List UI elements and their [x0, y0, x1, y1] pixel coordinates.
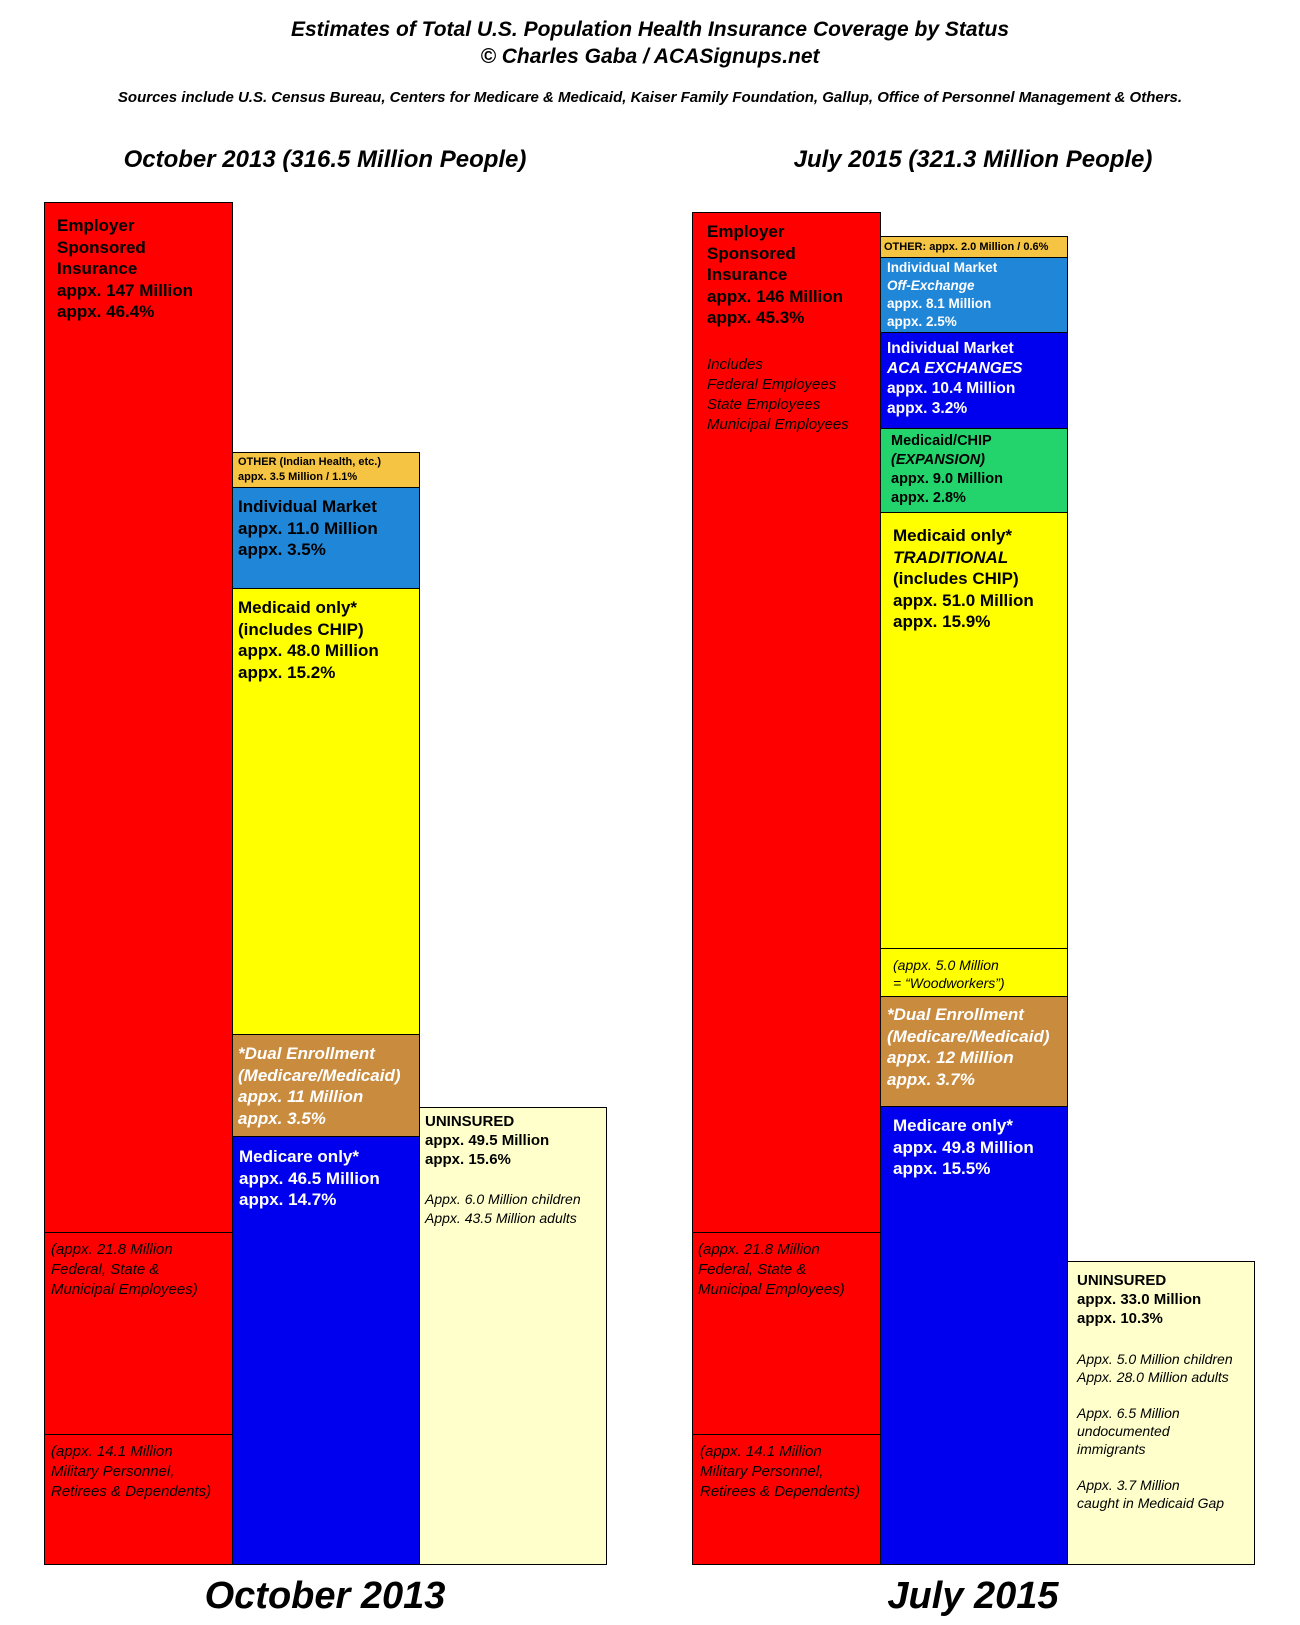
- jul2015-uninsured-detail-line: caught in Medicaid Gap: [1077, 1495, 1225, 1511]
- oct2013-employer-gov-label-line: Municipal Employees): [51, 1280, 198, 1298]
- jul2015-offexchange-label-line: appx. 2.5%: [887, 314, 957, 329]
- jul2015-medicare-label: [893, 1115, 1034, 1180]
- jul2015-employer-divider-gov: [692, 1232, 881, 1233]
- jul2015-expansion-label: [891, 432, 1003, 508]
- jul2015-expansion-label-line: Medicaid/CHIP: [891, 433, 992, 449]
- jul2015-medicaid-label-line: appx. 51.0 Million: [893, 590, 1034, 610]
- jul2015-aca-label-line: ACA EXCHANGES: [887, 360, 1023, 377]
- jul2015-offexchange-label-line: Individual Market: [887, 260, 998, 275]
- oct2013-footer: October 2013: [204, 1575, 446, 1617]
- oct2013-medicare-label: [239, 1146, 380, 1211]
- oct2013-uninsured-label-line: UNINSURED: [425, 1113, 515, 1130]
- oct2013-medicare-label-line: appx. 14.7%: [239, 1190, 337, 1210]
- oct2013-individual-label-line: appx. 11.0 Million: [238, 518, 378, 538]
- oct2013-uninsured-label: [425, 1112, 549, 1169]
- oct2013-medicare-label-line: appx. 46.5 Million: [239, 1168, 380, 1188]
- jul2015-employer-note-line: State Employees: [707, 395, 821, 413]
- oct2013-individual-label-line: appx. 3.5%: [238, 540, 326, 560]
- jul2015-medicaid-label-line: Medicaid only*: [893, 526, 1013, 545]
- jul2015-employer-gov-label-line: Municipal Employees): [698, 1280, 845, 1298]
- oct2013-uninsured-detail-line: Appx. 6.0 Million children: [425, 1191, 581, 1207]
- jul2015-woodworkers-divider: [880, 948, 1068, 949]
- oct2013-header: October 2013 (316.5 Million People): [123, 146, 527, 173]
- jul2015-uninsured-label-line: appx. 33.0 Million: [1077, 1291, 1202, 1309]
- jul2015-dual-label-line: appx. 12 Million: [887, 1048, 1014, 1068]
- jul2015-aca-label: [887, 339, 1023, 419]
- oct2013-employer-mil-label-line: (appx. 14.1 Million: [51, 1443, 173, 1460]
- jul2015-other-label-line: OTHER: appx. 2.0 Million / 0.6%: [884, 241, 1049, 253]
- oct2013-dual-label: [238, 1043, 401, 1129]
- oct2013-employer-mil-label: [51, 1442, 211, 1502]
- jul2015-dual-label-line: (Medicare/Medicaid): [887, 1026, 1050, 1046]
- oct2013-dual-label-line: appx. 3.5%: [238, 1108, 326, 1128]
- jul2015-footer: July 2015: [887, 1575, 1059, 1617]
- oct2013-other-label-line: OTHER (Indian Health, etc.): [238, 456, 382, 468]
- jul2015-employer-label: [707, 221, 843, 329]
- jul2015-uninsured-detail-line: Appx. 3.7 Million: [1077, 1477, 1180, 1493]
- oct2013-employer-mil-label-line: Retirees & Dependents): [51, 1482, 212, 1500]
- oct2013-uninsured-label-line: appx. 49.5 Million: [425, 1132, 550, 1150]
- oct2013-medicaid-label-line: appx. 15.2%: [238, 662, 336, 682]
- oct2013-employer-gov-label-line: Federal, State &: [51, 1260, 160, 1278]
- jul2015-employer-mil-label-line: Retirees & Dependents): [700, 1482, 861, 1500]
- jul2015-expansion-label-line: (EXPANSION): [891, 452, 985, 468]
- oct2013-medicaid-label-line: Medicaid only*: [238, 598, 358, 617]
- oct2013-uninsured-label-line: appx. 15.6%: [425, 1151, 511, 1169]
- oct2013-employer-gov-label-line: (appx. 21.8 Million: [51, 1241, 173, 1258]
- jul2015-employer-divider-mil: [692, 1434, 881, 1435]
- oct2013-employer-divider-gov: [44, 1232, 233, 1233]
- jul2015-dual-label-line: *Dual Enrollment: [887, 1005, 1024, 1024]
- jul2015-employer-mil-label-line: Military Personnel,: [700, 1462, 824, 1480]
- jul2015-employer-note-line: Federal Employees: [707, 375, 837, 393]
- jul2015-medicaid-label-line: (includes CHIP): [893, 569, 1019, 589]
- jul2015-medicaid-label-line: appx. 15.9%: [893, 612, 991, 632]
- jul2015-employer-gov-label-line: (appx. 21.8 Million: [698, 1241, 820, 1258]
- jul2015-employer-note-line: Includes: [707, 356, 763, 373]
- jul2015-uninsured-detail-line: [1077, 1458, 1233, 1476]
- jul2015-offexchange-label-line: appx. 8.1 Million: [887, 296, 992, 311]
- jul2015-employer-note: [707, 355, 849, 435]
- sources-note: Sources include U.S. Census Bureau, Centers for Medicare & Medicaid, Kaiser Family Foundation, Gallup, Office of Personnel Management & Others.: [117, 89, 1183, 106]
- oct2013-employer-label-line: Sponsored: [57, 237, 146, 257]
- jul2015-uninsured-label-line: appx. 10.3%: [1077, 1310, 1163, 1328]
- jul2015-employer-label-line: Sponsored: [707, 243, 796, 263]
- oct2013-employer-bar: [44, 202, 233, 1565]
- oct2013-uninsured-detail: [425, 1190, 581, 1227]
- jul2015-expansion-label-line: appx. 2.8%: [891, 490, 966, 506]
- oct2013-other-label-line: appx. 3.5 Million / 1.1%: [238, 471, 358, 483]
- jul2015-employer-label-line: appx. 45.3%: [707, 308, 805, 328]
- jul2015-dual-label-line: appx. 3.7%: [887, 1069, 975, 1089]
- oct2013-dual-label-line: appx. 11 Million: [238, 1087, 364, 1107]
- oct2013-medicare-label-line: Medicare only*: [239, 1147, 359, 1166]
- jul2015-medicaid-label: [893, 525, 1034, 633]
- oct2013-uninsured-detail-line: Appx. 43.5 Million adults: [425, 1209, 577, 1226]
- oct2013-individual-label: [238, 496, 378, 561]
- jul2015-employer-mil-label-line: (appx. 14.1 Million: [700, 1443, 822, 1460]
- oct2013-medicaid-label-line: (includes CHIP): [238, 619, 364, 639]
- oct2013-employer-mil-label-line: Military Personnel,: [51, 1462, 175, 1480]
- jul2015-medicare-label-line: appx. 15.5%: [893, 1159, 991, 1179]
- jul2015-aca-label-line: appx. 10.4 Million: [887, 380, 1016, 397]
- jul2015-header: July 2015 (321.3 Million People): [793, 146, 1153, 173]
- oct2013-dual-label-line: *Dual Enrollment: [238, 1044, 375, 1063]
- title-line-1: Estimates of Total U.S. Population Health Insurance Coverage by Status: [290, 18, 1010, 41]
- jul2015-dual-label: [887, 1004, 1050, 1090]
- oct2013-dual-label-line: (Medicare/Medicaid): [238, 1065, 401, 1085]
- oct2013-employer-label: [57, 215, 193, 323]
- oct2013-employer-label-line: appx. 46.4%: [57, 302, 155, 322]
- jul2015-medicaid-label-line: TRADITIONAL: [893, 547, 1009, 567]
- oct2013-employer-label-line: appx. 147 Million: [57, 280, 194, 300]
- jul2015-offexchange-label-line: Off-Exchange: [887, 278, 975, 293]
- jul2015-uninsured-detail-line: Appx. 6.5 Million: [1077, 1405, 1180, 1421]
- oct2013-medicaid-label: [238, 597, 379, 683]
- jul2015-uninsured-detail-line: Appx. 5.0 Million children: [1077, 1351, 1233, 1367]
- jul2015-employer-label-line: Employer: [707, 222, 785, 241]
- jul2015-uninsured-detail-line: undocumented: [1077, 1423, 1170, 1439]
- jul2015-woodworkers-label: [893, 956, 1005, 992]
- jul2015-woodworkers-label-line: = “Woodworkers”): [893, 975, 1005, 991]
- jul2015-uninsured-label: [1077, 1271, 1201, 1328]
- oct2013-employer-label-line: Insurance: [57, 259, 138, 279]
- oct2013-employer-gov-label: [51, 1240, 198, 1300]
- jul2015-aca-label-line: appx. 3.2%: [887, 400, 968, 417]
- oct2013-uninsured-bar: [419, 1107, 607, 1565]
- jul2015-uninsured-detail-line: immigrants: [1077, 1441, 1146, 1457]
- oct2013-medicaid-label-line: appx. 48.0 Million: [238, 641, 379, 661]
- jul2015-uninsured-detail-line: Appx. 28.0 Million adults: [1077, 1369, 1229, 1385]
- jul2015-woodworkers-label-line: (appx. 5.0 Million: [893, 957, 999, 973]
- oct2013-other-label: [238, 455, 381, 485]
- jul2015-employer-label-line: appx. 146 Million: [707, 286, 844, 306]
- oct2013-employer-label-line: Employer: [57, 216, 135, 235]
- jul2015-medicare-label-line: Medicare only*: [893, 1116, 1013, 1135]
- jul2015-medicare-label-line: appx. 49.8 Million: [893, 1137, 1034, 1157]
- jul2015-employer-gov-label-line: Federal, State &: [698, 1260, 807, 1278]
- jul2015-uninsured-label-line: UNINSURED: [1077, 1272, 1167, 1289]
- jul2015-employer-note-line: Municipal Employees: [707, 415, 849, 433]
- jul2015-employer-gov-label: [698, 1240, 845, 1300]
- jul2015-aca-label-line: Individual Market: [887, 340, 1014, 357]
- jul2015-employer-mil-label: [700, 1442, 860, 1502]
- jul2015-expansion-label-line: appx. 9.0 Million: [891, 471, 1003, 487]
- oct2013-individual-label-line: Individual Market: [238, 497, 377, 516]
- jul2015-employer-label-line: Insurance: [707, 265, 788, 285]
- title-line-2: © Charles Gaba / ACASignups.net: [480, 45, 820, 68]
- jul2015-offexchange-label: [887, 259, 997, 331]
- jul2015-uninsured-detail: [1077, 1350, 1233, 1512]
- jul2015-uninsured-detail-line: [1077, 1386, 1233, 1404]
- jul2015-other-label: [884, 240, 1048, 254]
- oct2013-employer-divider-mil: [44, 1434, 233, 1435]
